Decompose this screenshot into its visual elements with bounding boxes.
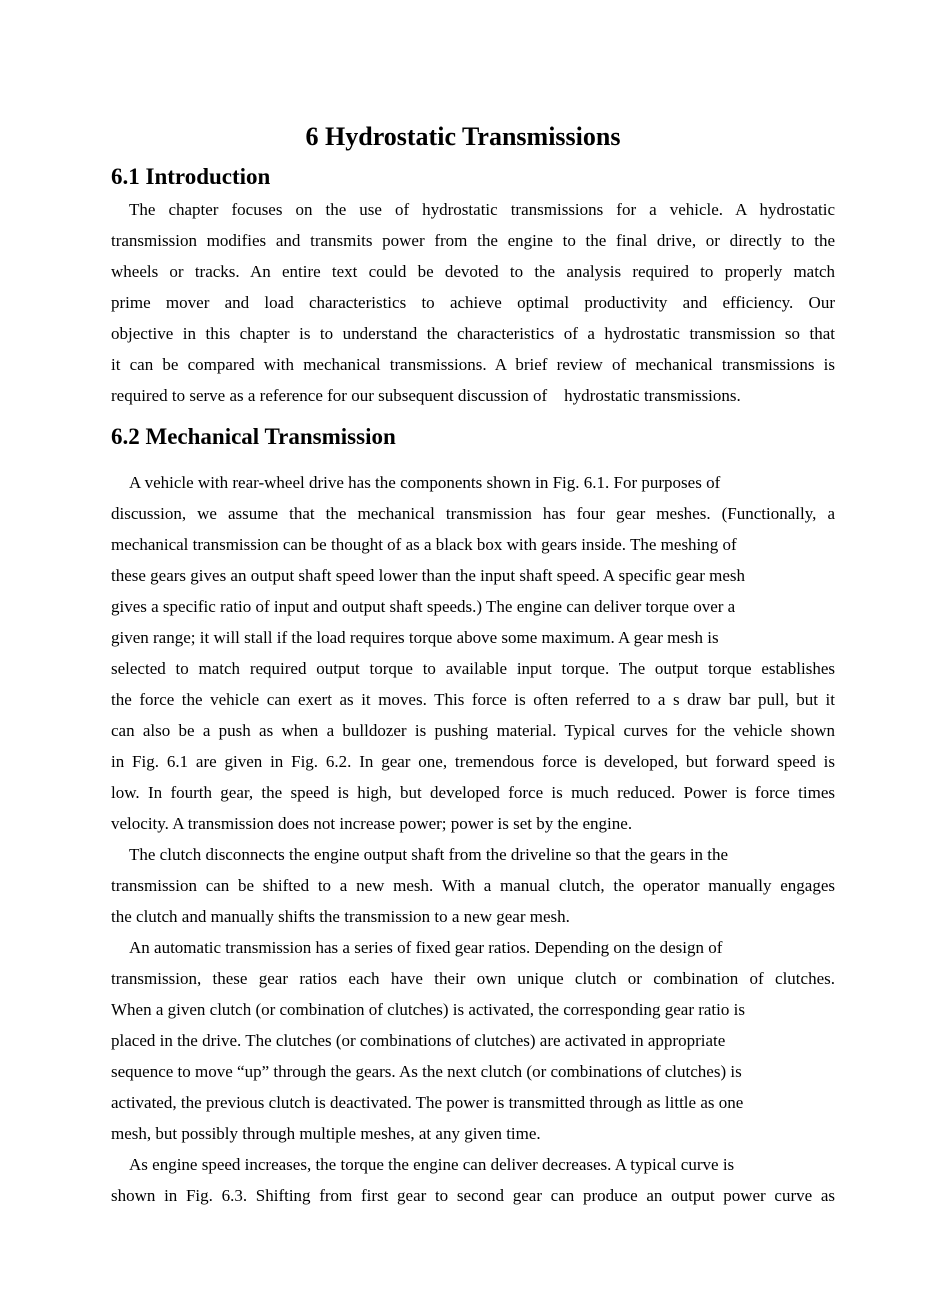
text-line: in Fig. 6.1 are given in Fig. 6.2. In gear one, tremendous force is developed, but forward speed is xyxy=(111,752,835,771)
text-line: required to serve as a reference for our subsequent discussion of hydrostatic transmissions. xyxy=(111,386,741,405)
text-line: When a given clutch (or combination of clutches) is activated, the corresponding gear ratio is xyxy=(111,1000,745,1019)
text-line: discussion, we assume that the mechanical transmission has four gear meshes. (Functionally, a xyxy=(111,504,835,523)
text-line: given range; it will stall if the load requires torque above some maximum. A gear mesh is xyxy=(111,628,719,647)
text-line: placed in the drive. The clutches (or combinations of clutches) are activated in appropriate xyxy=(111,1031,726,1050)
section-heading-introduction: 6.1 Introduction xyxy=(111,164,271,189)
text-line: the clutch and manually shifts the transmission to a new gear mesh. xyxy=(111,907,570,926)
text-line: wheels or tracks. An entire text could be devoted to the analysis required to properly match xyxy=(111,262,835,281)
text-line: can also be a push as when a bulldozer is pushing material. Typical curves for the vehicle shown xyxy=(111,721,835,740)
text-line: sequence to move “up” through the gears. As the next clutch (or combinations of clutches) is xyxy=(111,1062,742,1081)
text-line: selected to match required output torque to available input torque. The output torque establishes xyxy=(111,659,835,678)
text-line: An automatic transmission has a series of fixed gear ratios. Depending on the design of xyxy=(129,938,723,957)
text-line: prime mover and load characteristics to achieve optimal productivity and efficiency. Our xyxy=(111,293,835,312)
text-line: The clutch disconnects the engine output shaft from the driveline so that the gears in the xyxy=(129,845,729,864)
text-line: shown in Fig. 6.3. Shifting from first gear to second gear can produce an output power curve as xyxy=(111,1186,835,1205)
mechanical-transmission-body xyxy=(111,467,835,1211)
introduction-body xyxy=(111,194,835,411)
text-line: transmission modifies and transmits power from the engine to the final drive, or directly to the xyxy=(111,231,835,250)
text-line: low. In fourth gear, the speed is high, but developed force is much reduced. Power is force times xyxy=(111,783,835,802)
section-heading-mechanical-transmission: 6.2 Mechanical Transmission xyxy=(111,424,396,449)
text-line: these gears gives an output shaft speed lower than the input shaft speed. A specific gear mesh xyxy=(111,566,746,585)
text-line: transmission can be shifted to a new mesh. With a manual clutch, the operator manually engages xyxy=(111,876,835,895)
text-line: gives a specific ratio of input and output shaft speeds.) The engine can deliver torque over a xyxy=(111,597,736,616)
text-line: velocity. A transmission does not increase power; power is set by the engine. xyxy=(111,814,633,833)
text-line: mesh, but possibly through multiple meshes, at any given time. xyxy=(111,1124,541,1143)
text-line: As engine speed increases, the torque the engine can deliver decreases. A typical curve is xyxy=(129,1155,735,1174)
text-line: it can be compared with mechanical transmissions. A brief review of mechanical transmissions is xyxy=(111,355,835,374)
text-line: activated, the previous clutch is deactivated. The power is transmitted through as little as one xyxy=(111,1093,744,1112)
text-line: transmission, these gear ratios each have their own unique clutch or combination of clutches. xyxy=(111,969,835,988)
chapter-title: 6 Hydrostatic Transmissions xyxy=(305,122,621,151)
text-line: mechanical transmission can be thought of as a black box with gears inside. The meshing of xyxy=(111,535,737,554)
text-line: A vehicle with rear-wheel drive has the components shown in Fig. 6.1. For purposes of xyxy=(129,473,721,492)
text-line: The chapter focuses on the use of hydrostatic transmissions for a vehicle. A hydrostatic xyxy=(129,200,835,219)
text-line: the force the vehicle can exert as it moves. This force is often referred to a s draw bar pull, but it xyxy=(111,690,835,709)
text-line: objective in this chapter is to understand the characteristics of a hydrostatic transmission so that xyxy=(111,324,835,343)
